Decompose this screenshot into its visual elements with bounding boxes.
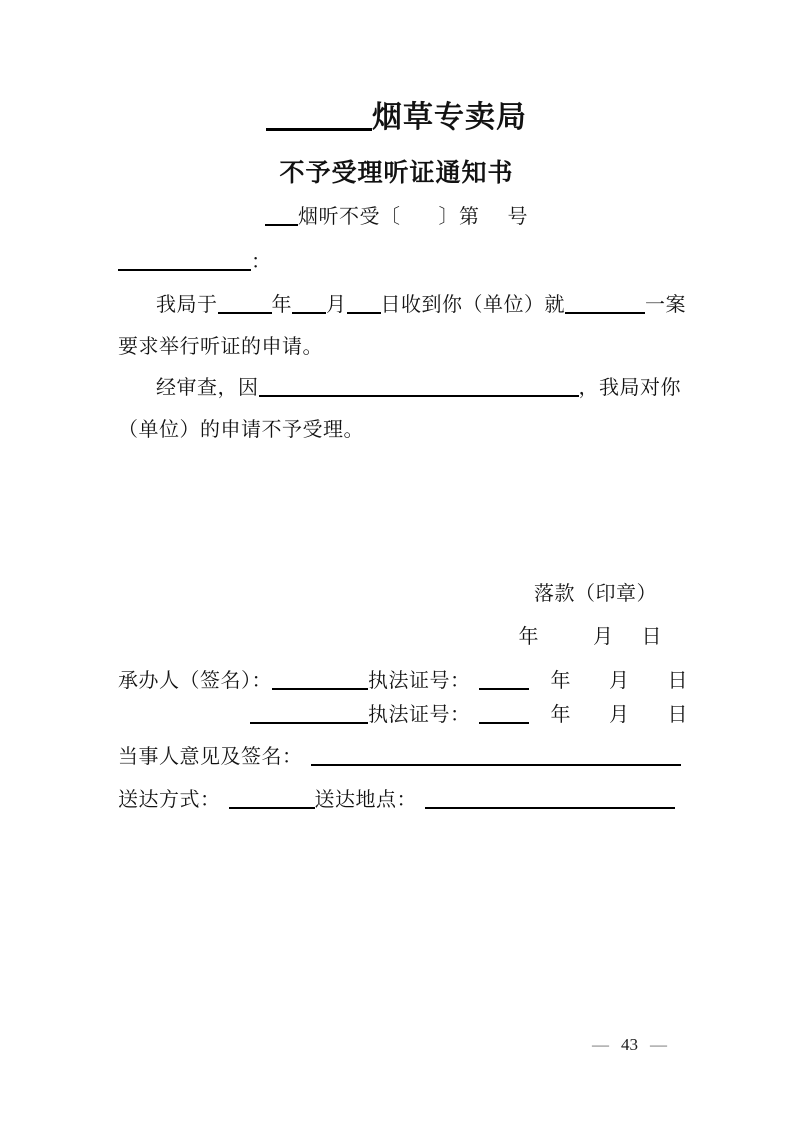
- blank-handler-signature-2: [250, 722, 368, 724]
- handler2-year: 年: [550, 704, 571, 726]
- delivery-method-label: 送达方式：: [118, 789, 221, 811]
- handler1-year: 年: [550, 670, 571, 692]
- paragraph1-line2: 要求举行听证的申请。: [118, 336, 323, 358]
- license-label-1: 执法证号：: [368, 670, 471, 692]
- doc-number-line: [0, 207, 793, 227]
- blank-delivery-method: [229, 807, 315, 809]
- blank-opinion-signature: [311, 764, 681, 766]
- seal-label: 落款（印章）: [534, 583, 657, 605]
- paragraph2-line1: [156, 378, 681, 398]
- license-label-2: 执法证号：: [368, 704, 471, 726]
- blank-day: [347, 312, 381, 314]
- doc-no-bracket-close: 〕: [438, 206, 459, 228]
- delivery-line: [118, 790, 675, 810]
- seal-date-year: 年: [518, 626, 539, 648]
- handler-line-2: [250, 705, 688, 725]
- handler2-day: 日: [667, 704, 688, 726]
- delivery-place-label: 送达地点：: [314, 789, 417, 811]
- org-title-line: [0, 103, 793, 133]
- blank-case-name: [565, 312, 645, 314]
- doc-no-prefix: 烟听不受: [298, 206, 380, 228]
- opinion-label: 当事人意见及签名：: [118, 746, 303, 768]
- salutation-line: [118, 252, 272, 272]
- handler-line-1: [118, 671, 688, 691]
- blank-delivery-place: [425, 807, 675, 809]
- seal-date-day: 日: [641, 626, 662, 648]
- p1-text-1: 我局于: [156, 294, 218, 316]
- seal-date-line: [519, 627, 663, 647]
- page-number-dash-right: —: [650, 1035, 667, 1054]
- doc-no-label-right: 号: [507, 206, 528, 228]
- handler2-month: 月: [609, 704, 630, 726]
- handler-label: 承办人（签名）：: [118, 670, 272, 692]
- handler1-day: 日: [667, 670, 688, 692]
- page-number-value: 43: [621, 1035, 638, 1054]
- doc-title: 不予受理听证通知书: [279, 159, 514, 187]
- blank-license-no-1: [479, 688, 529, 690]
- handler1-month: 月: [609, 670, 630, 692]
- p2-text-2: ，我局对你: [578, 377, 681, 399]
- blank-org-name: [266, 128, 372, 131]
- p1-text-month: 月: [326, 294, 347, 316]
- page-number-dash-left: —: [592, 1035, 609, 1054]
- blank-year: [218, 312, 272, 314]
- org-title-text: 烟草专卖局: [372, 101, 527, 134]
- blank-handler-signature-1: [272, 688, 368, 690]
- p1-text-year: 年: [271, 294, 292, 316]
- blank-doc-no-prefix: [265, 224, 298, 226]
- paragraph1-line1: [156, 295, 686, 315]
- seal-date-month: 月: [593, 626, 614, 648]
- p2-text-1: 经审查，因: [156, 377, 259, 399]
- salutation-colon: ：: [251, 251, 272, 273]
- p1-text-3: 一案: [645, 294, 686, 316]
- p1-text-2: 日收到你（单位）就: [380, 294, 565, 316]
- opinion-line: [118, 747, 681, 767]
- paragraph2-line2: （单位）的申请不予受理。: [118, 419, 364, 441]
- page-number: [592, 1036, 667, 1053]
- doc-no-label-left: 第: [459, 206, 480, 228]
- blank-reason: [259, 395, 579, 397]
- blank-license-no-2: [479, 722, 529, 724]
- blank-month: [292, 312, 326, 314]
- blank-addressee: [118, 269, 251, 271]
- doc-no-bracket-open: 〔: [380, 206, 401, 228]
